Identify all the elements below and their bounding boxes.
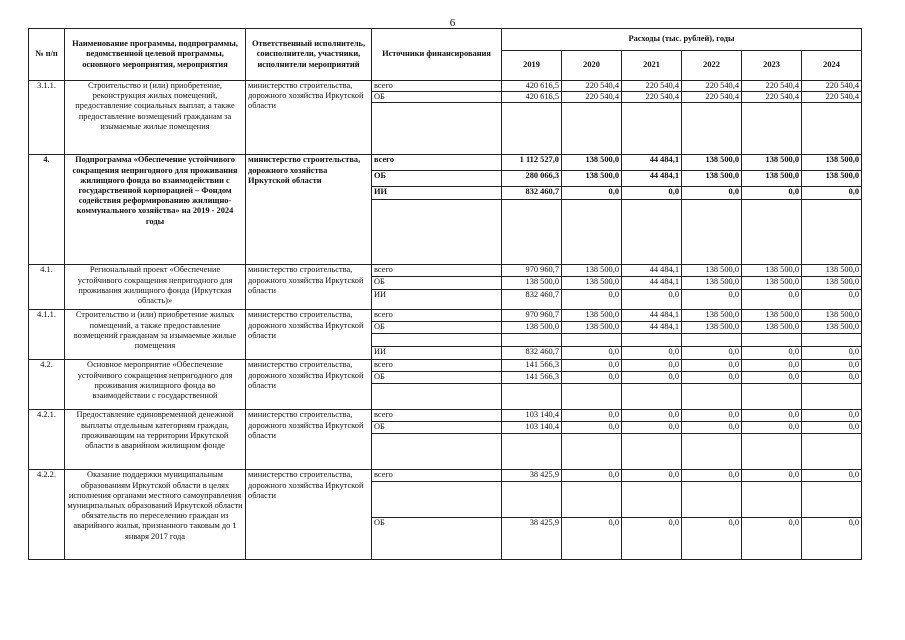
- header-year: 2021: [622, 51, 682, 81]
- value-cell: 1 112 527,0: [502, 155, 562, 171]
- value-cell: 0,0: [682, 470, 742, 482]
- header-year: 2020: [562, 51, 622, 81]
- value-cell: 103 140,4: [502, 410, 562, 422]
- row-number: 4.1.: [29, 265, 65, 310]
- value-cell: 0,0: [742, 422, 802, 434]
- value-cell: 220 540,4: [682, 92, 742, 103]
- value-cell: 0,0: [802, 470, 862, 482]
- row-executor: министерство строительства, дорожного хозяйства Иркутской области: [246, 310, 372, 360]
- value-cell: 0,0: [622, 372, 682, 384]
- value-cell: 138 500,0: [802, 310, 862, 322]
- row-name: Строительство и (или) приобретение, реконструкция жилых помещений, предоставление социальных выплат, а также предоставление возмещений гражданам за изымаемые жилые помещения: [65, 81, 246, 155]
- header-source: Источники финансирования: [372, 29, 502, 81]
- value-cell: 0,0: [562, 470, 622, 482]
- value-cell: 220 540,4: [742, 81, 802, 92]
- value-cell: 0,0: [682, 518, 742, 560]
- table-row: [29, 410, 862, 422]
- source-label: всего: [372, 155, 502, 171]
- value-cell: 138 500,0: [682, 277, 742, 290]
- value-cell: 0,0: [622, 410, 682, 422]
- value-cell: 220 540,4: [622, 92, 682, 103]
- value-cell: 0,0: [622, 347, 682, 360]
- header-executor: Ответственный исполнитель, соисполнители, участники, исполнители мероприятий: [246, 29, 372, 81]
- value-cell: 970 960,7: [502, 265, 562, 277]
- row-name: Строительство и (или) приобретение жилых помещений, а также предоставление возмещений гражданам за изымаемые жилые помещения: [65, 310, 246, 360]
- value-cell: 832 460,7: [502, 347, 562, 360]
- source-label: всего: [372, 410, 502, 422]
- value-cell: 832 460,7: [502, 187, 562, 200]
- value-cell: 38 425,9: [502, 518, 562, 560]
- value-cell: 38 425,9: [502, 470, 562, 482]
- value-cell: 44 484,1: [622, 322, 682, 334]
- value-cell: 0,0: [802, 347, 862, 360]
- value-cell: 0,0: [682, 360, 742, 372]
- header-year: 2024: [802, 51, 862, 81]
- value-cell: 0,0: [742, 518, 802, 560]
- value-cell: 0,0: [562, 422, 622, 434]
- source-label: всего: [372, 81, 502, 92]
- source-label: всего: [372, 265, 502, 277]
- value-cell: 138 500,0: [682, 171, 742, 187]
- value-cell: 0,0: [802, 422, 862, 434]
- value-cell: 141 566,3: [502, 372, 562, 384]
- header-no: № п/п: [29, 29, 65, 81]
- value-cell: 0,0: [682, 422, 742, 434]
- value-cell: 138 500,0: [742, 310, 802, 322]
- source-label: ОБ: [372, 322, 502, 334]
- value-cell: 0,0: [682, 347, 742, 360]
- value-cell: 138 500,0: [562, 155, 622, 171]
- table-header: [29, 29, 862, 81]
- value-cell: 0,0: [622, 470, 682, 482]
- value-cell: 44 484,1: [622, 265, 682, 277]
- source-label: ОБ: [372, 422, 502, 434]
- value-cell: 220 540,4: [562, 81, 622, 92]
- value-cell: 420 616,5: [502, 92, 562, 103]
- value-cell: 0,0: [742, 347, 802, 360]
- value-cell: 44 484,1: [622, 310, 682, 322]
- value-cell: 0,0: [622, 290, 682, 310]
- source-label: всего: [372, 360, 502, 372]
- source-label: ИИ: [372, 187, 502, 200]
- value-cell: 0,0: [562, 372, 622, 384]
- source-label: ОБ: [372, 372, 502, 384]
- value-cell: 138 500,0: [682, 310, 742, 322]
- value-cell: 0,0: [562, 518, 622, 560]
- value-cell: 138 500,0: [802, 265, 862, 277]
- table-row: [29, 81, 862, 92]
- row-number: 4.2.1.: [29, 410, 65, 470]
- value-cell: 138 500,0: [562, 277, 622, 290]
- value-cell: 138 500,0: [742, 171, 802, 187]
- table-row: [29, 360, 862, 372]
- row-number: 4.2.: [29, 360, 65, 410]
- value-cell: 420 616,5: [502, 81, 562, 92]
- value-cell: 138 500,0: [802, 322, 862, 334]
- budget-table: [28, 28, 862, 560]
- row-executor: министерство строительства, дорожного хозяйства Иркутской области: [246, 265, 372, 310]
- value-cell: 138 500,0: [682, 322, 742, 334]
- value-cell: 0,0: [682, 187, 742, 200]
- page-number: 6: [449, 17, 456, 29]
- value-cell: 138 500,0: [502, 277, 562, 290]
- value-cell: 138 500,0: [742, 265, 802, 277]
- source-label: ОБ: [372, 518, 502, 560]
- value-cell: 0,0: [682, 372, 742, 384]
- value-cell: 138 500,0: [742, 155, 802, 171]
- value-cell: 138 500,0: [562, 265, 622, 277]
- row-number: 4.1.1.: [29, 310, 65, 360]
- value-cell: 0,0: [802, 518, 862, 560]
- value-cell: 138 500,0: [742, 322, 802, 334]
- value-cell: 970 960,7: [502, 310, 562, 322]
- value-cell: 280 066,3: [502, 171, 562, 187]
- value-cell: 220 540,4: [802, 92, 862, 103]
- value-cell: 0,0: [622, 422, 682, 434]
- value-cell: 0,0: [742, 410, 802, 422]
- value-cell: 0,0: [562, 290, 622, 310]
- value-cell: 0,0: [562, 360, 622, 372]
- row-name: Региональный проект «Обеспечение устойчивого сокращения непригодного для проживания жилищного фонда (Иркутская область)»: [65, 265, 246, 310]
- row-executor: министерство строительства, дорожного хозяйства Иркутской области: [246, 410, 372, 470]
- value-cell: 0,0: [802, 410, 862, 422]
- header-year: 2019: [502, 51, 562, 81]
- value-cell: 0,0: [622, 518, 682, 560]
- value-cell: 141 566,3: [502, 360, 562, 372]
- value-cell: 220 540,4: [682, 81, 742, 92]
- table-row: [29, 470, 862, 482]
- header-name: Наименование программы, подпрограммы, ведомственной целевой программы, основного мероприятия, мероприятия: [65, 29, 246, 81]
- value-cell: 0,0: [802, 187, 862, 200]
- header-expenses: Расходы (тыс. рублей), годы: [502, 29, 862, 51]
- header-year: 2022: [682, 51, 742, 81]
- value-cell: 44 484,1: [622, 155, 682, 171]
- table-row: [29, 155, 862, 171]
- source-label: ИИ: [372, 347, 502, 360]
- row-executor: министерство строительства, дорожного хозяйства Иркутской области: [246, 470, 372, 560]
- value-cell: 138 500,0: [682, 155, 742, 171]
- source-label: ИИ: [372, 290, 502, 310]
- value-cell: 0,0: [682, 410, 742, 422]
- table-row: [29, 265, 862, 277]
- value-cell: 0,0: [802, 290, 862, 310]
- source-label: ОБ: [372, 92, 502, 103]
- row-name: Основное мероприятие «Обеспечение устойчивого сокращения непригодного для проживания жилищного фонда во взаимодействии с государственной: [65, 360, 246, 410]
- value-cell: 138 500,0: [802, 155, 862, 171]
- value-cell: 0,0: [742, 290, 802, 310]
- value-cell: 138 500,0: [562, 322, 622, 334]
- value-cell: 220 540,4: [742, 92, 802, 103]
- header-year: 2023: [742, 51, 802, 81]
- value-cell: 138 500,0: [502, 322, 562, 334]
- value-cell: 220 540,4: [622, 81, 682, 92]
- value-cell: 220 540,4: [802, 81, 862, 92]
- row-name: Подпрограмма «Обеспечение устойчивого сокращения непригодного для проживания жилищного фонда во взаимодействии с государственной корпорацией – Фондом содействия реформированию жилищно-коммунального хозяйства» на 2019 - 2024 годы: [65, 155, 246, 265]
- value-cell: 138 500,0: [802, 171, 862, 187]
- value-cell: 832 460,7: [502, 290, 562, 310]
- row-name: Предоставление единовременной денежной выплаты отдельным категориям граждан, проживающим на территории Иркутской области в аварийном жилищном фонде: [65, 410, 246, 470]
- value-cell: 0,0: [622, 187, 682, 200]
- value-cell: 138 500,0: [562, 310, 622, 322]
- value-cell: 0,0: [742, 360, 802, 372]
- row-executor: министерство строительства, дорожного хозяйства Иркутской области: [246, 81, 372, 155]
- source-label: ОБ: [372, 277, 502, 290]
- value-cell: 103 140,4: [502, 422, 562, 434]
- row-executor: министерство строительства, дорожного хозяйства Иркутской области: [246, 360, 372, 410]
- value-cell: 138 500,0: [742, 277, 802, 290]
- value-cell: 0,0: [682, 290, 742, 310]
- row-number: 4.2.2.: [29, 470, 65, 560]
- value-cell: 44 484,1: [622, 277, 682, 290]
- value-cell: 138 500,0: [802, 277, 862, 290]
- value-cell: 0,0: [742, 470, 802, 482]
- value-cell: 0,0: [742, 372, 802, 384]
- value-cell: 220 540,4: [562, 92, 622, 103]
- value-cell: 138 500,0: [562, 171, 622, 187]
- table-row: [29, 310, 862, 322]
- row-number: 4.: [29, 155, 65, 265]
- value-cell: 0,0: [562, 410, 622, 422]
- value-cell: 0,0: [562, 187, 622, 200]
- value-cell: 0,0: [802, 372, 862, 384]
- value-cell: 0,0: [742, 187, 802, 200]
- value-cell: 0,0: [802, 360, 862, 372]
- source-label: всего: [372, 310, 502, 322]
- source-label: всего: [372, 470, 502, 482]
- value-cell: 138 500,0: [682, 265, 742, 277]
- row-executor: министерство строительства, дорожного хозяйства Иркутской области: [246, 155, 372, 265]
- value-cell: 0,0: [622, 360, 682, 372]
- row-name: Оказание поддержки муниципальным образованиям Иркутской области в целях исполнения органами местного самоуправления муниципальных образований Иркутской области обязательств по переселению граждан из аварийного жилья, признанного таковым до 1 января 2017 года: [65, 470, 246, 560]
- value-cell: 44 484,1: [622, 171, 682, 187]
- value-cell: 0,0: [562, 347, 622, 360]
- row-number: 3.1.1.: [29, 81, 65, 155]
- source-label: ОБ: [372, 171, 502, 187]
